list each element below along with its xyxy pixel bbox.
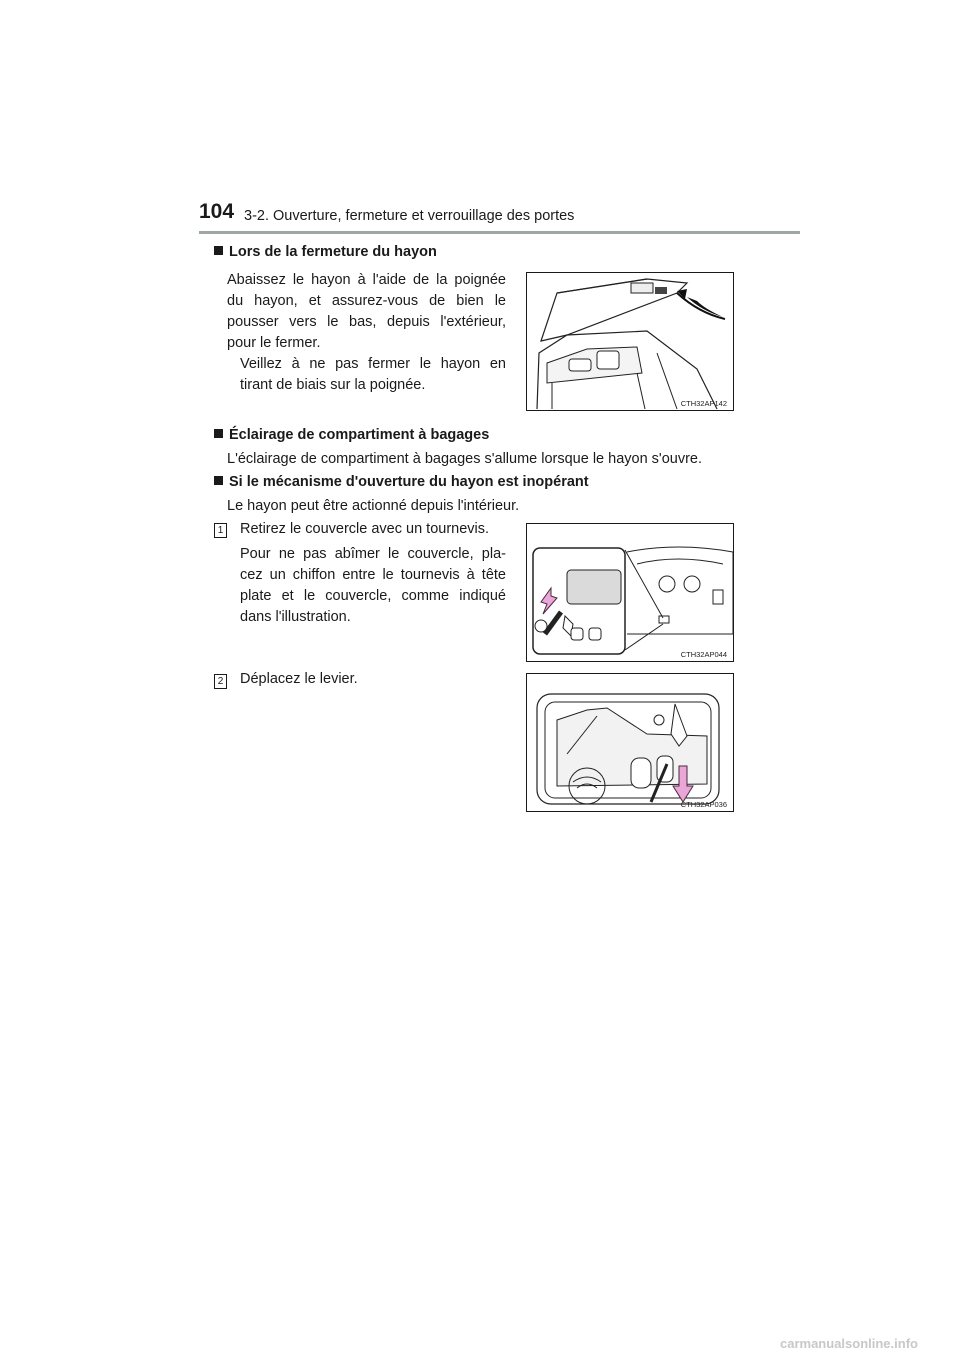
inoperative-body: Le hayon peut être actionné depuis l'intérieur. (227, 498, 520, 514)
cover-removal-illustration (527, 524, 733, 661)
step-2-text: Déplacez le levier. (240, 671, 358, 687)
tailgate-illustration (527, 273, 733, 410)
figure-code: CTH32AP044 (680, 650, 727, 659)
step-number-2: 2 (214, 674, 227, 689)
lever-illustration (527, 674, 733, 811)
figure-tailgate-closing (526, 272, 734, 411)
closing-body: Abaissez le hayon à l'aide de la poignée du hayon, et assurez-vous de bien le pousser vers le bas, depuis l'extérieur, pour le fermer. (227, 272, 506, 351)
watermark: carmanualsonline.info (780, 1336, 918, 1351)
figure-code: CTH32AP036 (680, 800, 727, 809)
bullet-square-icon (214, 246, 223, 255)
header-divider (199, 231, 800, 234)
page-number: 104 (199, 200, 235, 223)
step-1-text: Retirez le couvercle avec un tournevis. (240, 521, 490, 537)
figure-cover-removal (526, 523, 734, 662)
figure-code: CTH32AP142 (680, 399, 727, 408)
bullet-square-icon (214, 429, 223, 438)
closing-note: Veillez à ne pas fermer le hayon en tirant de biais sur la poignée. (240, 356, 506, 393)
step-number-1: 1 (214, 523, 227, 538)
bullet-square-icon (214, 476, 223, 485)
heading-lighting: Éclairage de compartiment à bagages (214, 427, 489, 443)
lighting-body: L'éclairage de compartiment à bagages s'allume lorsque le hayon s'ouvre. (227, 451, 702, 467)
heading-inoperative: Si le mécanisme d'ouverture du hayon est inopérant (214, 474, 589, 490)
chapter-title: 3-2. Ouverture, fermeture et verrouillage des portes (244, 208, 575, 224)
step-1-note: Pour ne pas abîmer le couvercle, pla- cez un chiffon entre le tournevis à tête plate et le couvercle, comme indiqué dans l'illustration. (240, 546, 506, 625)
heading-closing: Lors de la fermeture du hayon (214, 244, 437, 260)
figure-lever (526, 673, 734, 812)
